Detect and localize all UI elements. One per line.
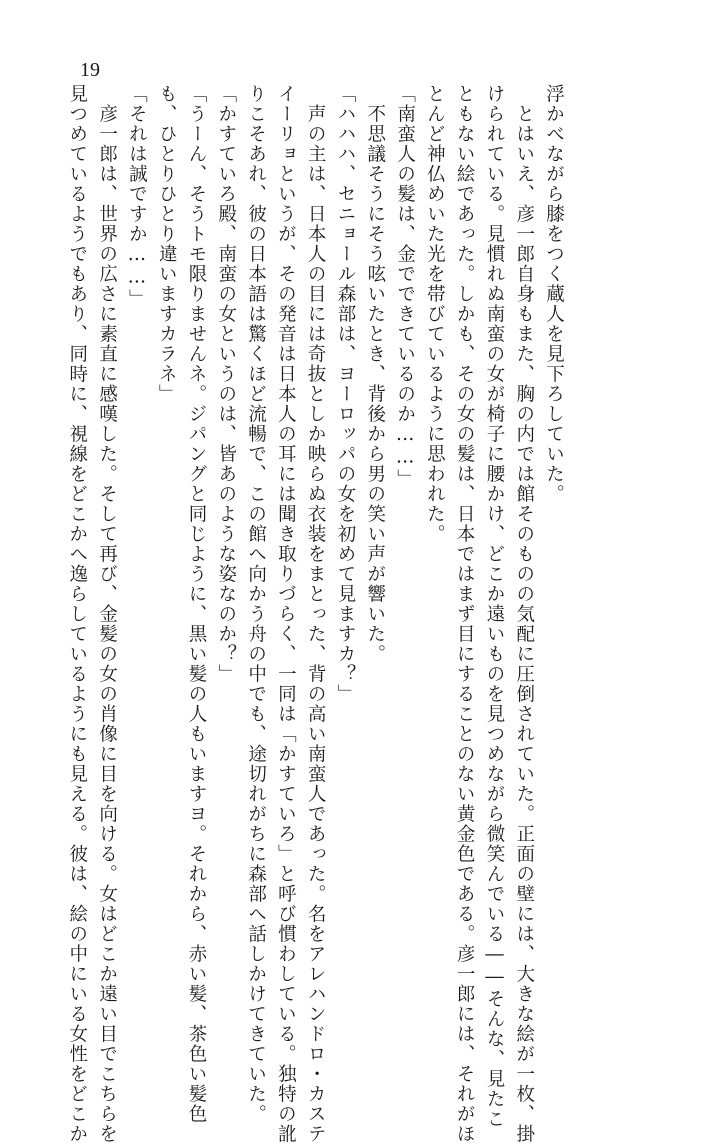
- text-line: 不思議そうにそう呟いたとき、背後から男の笑い声が響いた。: [364, 84, 386, 664]
- text-line: 声の主は、日本人の目には奇抜としか映らぬ衣装をまとった、背の高い南蛮人であった。名をアレハンドロ・カステ: [305, 84, 327, 1144]
- text-line: りこそあれ、彼の日本語は驚くほど流暢で、この館へ向かう舟の中でも、途切れがちに森部へ話しかけてきていた。: [245, 84, 267, 1124]
- text-line: とはいえ、彦一郎自身もまた、胸の内では館そのものの気配に圧倒されていた。正面の壁には、大きな絵が一枚、掛: [513, 84, 535, 1144]
- text-area: [62, 84, 622, 1144]
- page-number: 19: [80, 59, 100, 81]
- text-line: 「南蛮人の髪は、金でできているのか……」: [394, 84, 416, 489]
- text-line: 「それは誠ですか……」: [126, 84, 148, 309]
- text-line: 「うーん、そうトモ限りませんネ。ジパングと同じように、黒い髪の人もいますヨ。それから、赤い髪、茶色い髪色: [185, 84, 207, 1124]
- text-line: とんど神仏めいた光を帯びているように思われた。: [424, 84, 446, 544]
- text-line: も、ひとりひとり違いますカラネ」: [156, 84, 178, 404]
- text-line: 見つめているようでもあり、同時に、視線をどこかへ逸らしているようにも見える。彼は、絵の中にいる女性をどこか: [66, 84, 88, 1144]
- text-line: 「ハハハ、セニョール森部は、ヨーロッパの女を初めて見ますカ？」: [334, 84, 356, 704]
- text-line: イーリョというが、その発音は日本人の耳には聞き取りづらく、一同は「かすていろ」と呼び慣わしている。独特の訛: [275, 84, 297, 1144]
- text-line: 「かすていろ殿、南蛮の女というのは、皆あのような姿なのか？」: [215, 84, 237, 684]
- vertical-text-body: [62, 84, 569, 1144]
- text-line: 浮かべながら膝をつく蔵人を見下ろしていた。: [543, 84, 565, 504]
- text-line: 彦一郎は、世界の広さに素直に感嘆した。そして再び、金髪の女の肖像に目を向ける。女はどこか遠い目でこちらを: [96, 84, 118, 1144]
- text-line: けられている。見慣れぬ南蛮の女が椅子に腰かけ、どこか遠いものを見つめながら微笑んでいる――そんな、見たこ: [483, 84, 505, 1129]
- text-line: ともない絵であった。しかも、その女の髪は、日本ではまず目にすることのない黄金色である。彦一郎には、それがほ: [454, 84, 476, 1144]
